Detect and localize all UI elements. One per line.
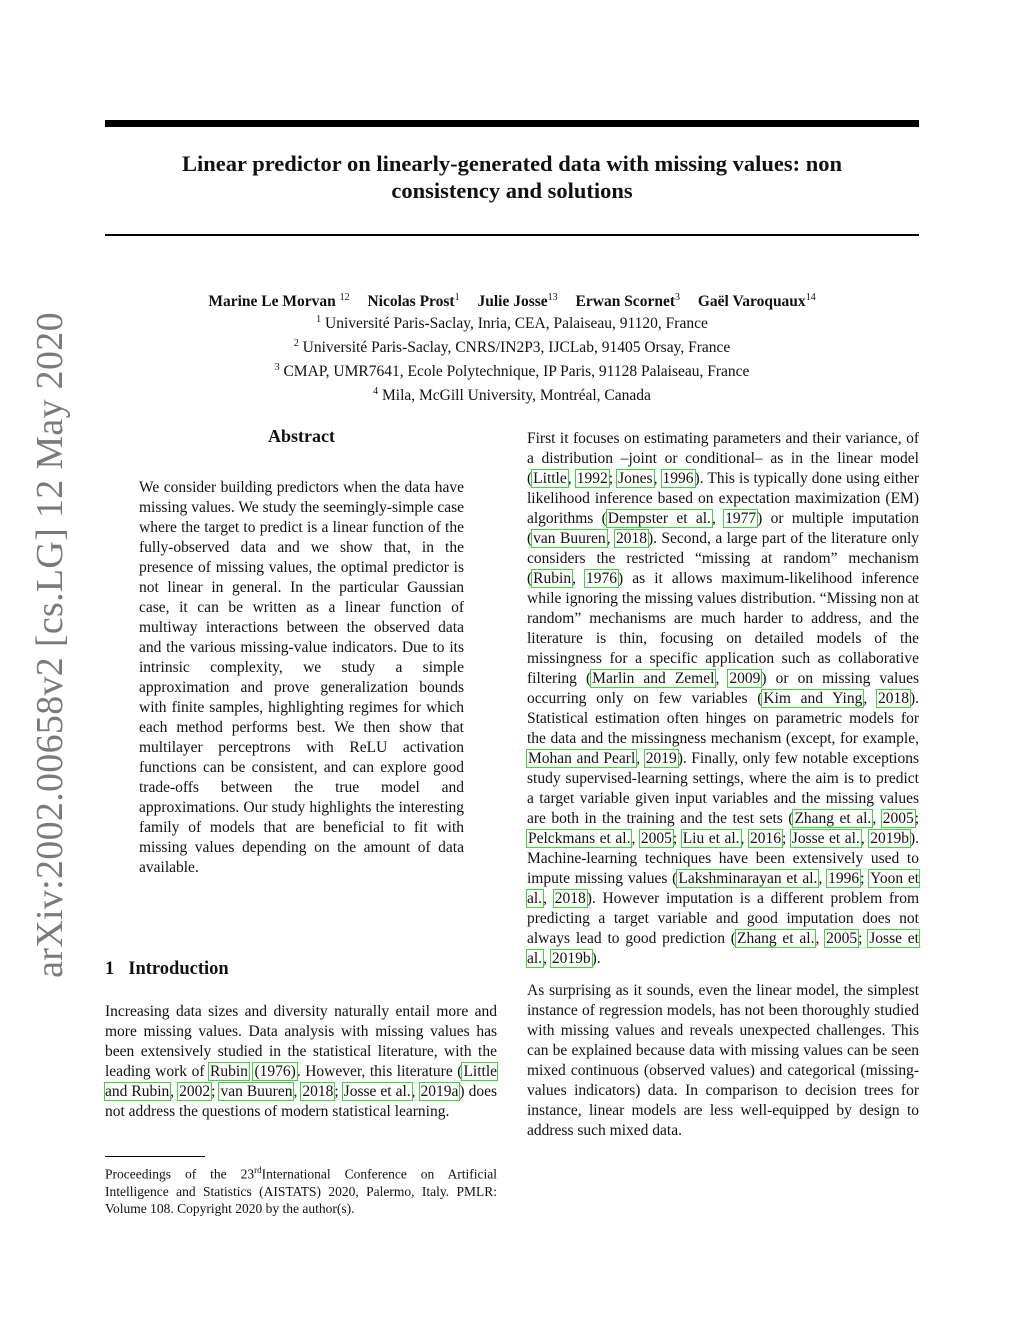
author: Julie Josse$^{13}$: [477, 292, 558, 311]
citation-link[interactable]: Rubin: [533, 570, 572, 587]
citation-link[interactable]: Dempster et al.: [607, 510, 711, 527]
citation-link[interactable]: 2018: [554, 890, 586, 907]
title-line-2: consistency and solutions: [391, 178, 633, 203]
citation-link[interactable]: Little and Rubin: [105, 1063, 498, 1100]
section-heading: [105, 959, 229, 980]
paper-title: [105, 150, 919, 204]
citation-link[interactable]: 2005: [640, 830, 672, 847]
citation-link[interactable]: Zhang et al.: [794, 810, 872, 827]
title-line-1: Linear predictor on linearly-generated data with missing values: non: [181, 151, 842, 176]
affiliation: $^2$ Université Paris-Saclay, CNRS/IN2P3, IJCLab, 91405 Orsay, France: [293, 338, 731, 357]
section-title: Introduction: [128, 959, 229, 979]
arxiv-identifier: arXiv:2002.00658v2 [cs.LG] 12 May 2020: [29, 312, 71, 978]
citation-link[interactable]: 1977: [725, 510, 757, 527]
citation-link[interactable]: Liu et al.: [682, 830, 740, 847]
affiliation: $^4$ Mila, McGill University, Montréal, Canada: [373, 386, 651, 405]
citation-link[interactable]: van Buuren: [220, 1083, 293, 1100]
citation-link[interactable]: 2009: [729, 670, 761, 687]
author: Gaël Varoquaux$^{14}$: [697, 292, 816, 311]
citation-link[interactable]: 2018: [877, 690, 909, 707]
right-paragraph-1: First it focuses on estimating parameters and their variance, of a distribution –joint or conditional– as in the linear model (Little, 1992; Jones, 1996). This is typically done using either likelihood inference based on expectation maximization (EM) algorithms (Dempster et al., 1977) or multiple imputation (van Buuren, 2018). Second, a large part of the literature only considers the restricted “missing at random” mechanism (Rubin, 1976) as it allows maximum-likelihood inference while ignoring the missing values distribution. “Missing non at random” mechanisms are much harder to address, and the literature is thin, focusing on detailed models of the missingness for a specific application such as collaborative filtering (Marlin and Zemel, 2009) or on missing values occurring only on few variables (Kim and Ying, 2018). Statistical estimation often hinges on parametric models for the data and the missingness mechanism (except, for example, Mohan and Pearl, 2019). Finally, only few notable exceptions study supervised-learning settings, where the aim is to predict a target variable given input variables and the missing values are both in the training and the test sets (Zhang et al., 2005; Pelckmans et al., 2005; Liu et al., 2016; Josse et al., 2019b). Machine-learning techniques have been extensively used to impute missing values (Lakshminarayan et al., 1996; Yoon et al., 2018). However imputation is a different problem from predicting a target variable and good imputation does not always lead to good prediction (Zhang et al., 2005; Josse et al., 2019b).: [527, 430, 920, 967]
citation-link[interactable]: Josse et al.: [343, 1083, 411, 1100]
citation-link[interactable]: Josse et al.: [791, 830, 860, 847]
affiliation-list: [105, 310, 919, 407]
citation-link[interactable]: 1976: [586, 570, 618, 587]
abstract-heading: Abstract: [268, 426, 335, 446]
citation-link[interactable]: 2002: [179, 1083, 211, 1100]
author: Nicolas Prost$^1$: [367, 292, 460, 311]
citation-link[interactable]: 2018: [302, 1083, 334, 1100]
citation-link[interactable]: 2018: [615, 530, 647, 547]
right-column: [527, 429, 919, 1141]
citation-link[interactable]: 2019b: [870, 830, 909, 847]
citation-link[interactable]: (1976): [254, 1063, 296, 1080]
citation-link[interactable]: Kim and Ying: [763, 690, 863, 707]
citation-link[interactable]: 1992: [576, 470, 608, 487]
citation-link[interactable]: 2005: [826, 930, 858, 947]
intro-paragraph: Increasing data sizes and diversity naturally entail more and more missing values. Data analysis with missing values has been extensively studied in the statistical literature, with the leading work of Rubin (1976). However, this literature (Little and Rubin, 2002; van Buuren, 2018; Josse et al., 2019a) does not address the questions of modern statistical learning.: [105, 1003, 498, 1120]
citation-link[interactable]: Rubin: [210, 1063, 248, 1080]
title-top-rule: [105, 120, 919, 127]
affiliation: $^1$ Université Paris-Saclay, Inria, CEA, Palaiseau, 91120, France: [316, 314, 708, 333]
citation-link[interactable]: van Buuren: [533, 530, 606, 547]
citation-link[interactable]: 2005: [882, 810, 914, 827]
affiliation: $^3$ CMAP, UMR7641, Ecole Polytechnique, IP Paris, 91128 Palaiseau, France: [274, 362, 750, 381]
author: Marine Le Morvan $^{12}$: [208, 292, 350, 311]
citation-link[interactable]: 2019: [645, 750, 677, 767]
citation-link[interactable]: Pelckmans et al.: [528, 830, 631, 847]
citation-link[interactable]: Jones: [618, 470, 653, 487]
right-paragraph-2: As surprising as it sounds, even the linear model, the simplest instance of regression models, has not been thoroughly studied with missing values and reveals unexpected challenges. This can be explained because data with missing values can be seen mixed continuous (observed values) and categorical (missing-values indicators) data. In comparison to decision trees for instance, linear models are less well-equipped by design to address such mixed data.: [527, 982, 919, 1139]
citation-link[interactable]: Lakshminarayan et al.: [678, 870, 818, 887]
citation-link[interactable]: 2019a: [420, 1083, 459, 1100]
footnote-rule: [105, 1156, 205, 1157]
citation-link[interactable]: 2016: [749, 830, 781, 847]
citation-link[interactable]: Little: [533, 470, 567, 487]
citation-link[interactable]: Zhang et al.: [736, 930, 815, 947]
citation-link[interactable]: Josse et al.: [527, 930, 919, 967]
section-number: 1: [105, 959, 115, 979]
abstract-text: We consider building predictors when the data have missing values. We study the seemingly-simple case where the target to predict is a linear function of the fully-observed data and we show that, in the presence of missing values, the optimal predictor is not linear in general. In the particular Gaussian case, it can be written as a linear function of multiway interactions between the observed data and the various missing-value indicators. Due to its intrinsic complexity, we study a simple approximation and prove generalization bounds with finite samples, highlighting regimes for which each method performs best. We then show that multilayer perceptrons with ReLU activation functions can be consistent, and can explore good trade-offs between the true model and approximations. Our study highlights the interesting family of models that are beneficial to fit with missing values depending on the amount of data available.: [139, 479, 464, 876]
citation-link[interactable]: 1996: [828, 870, 860, 887]
citation-link[interactable]: Yoon et al.: [527, 870, 920, 907]
title-bottom-rule: [105, 234, 919, 236]
citation-link[interactable]: 1996: [662, 470, 694, 487]
citation-link[interactable]: Mohan and Pearl: [528, 750, 636, 767]
footnote: Proceedings of the 23rdInternational Conference on Artificial Intelligence and Statistics (AISTATS) 2020, Palermo, Italy. PMLR: Volume 108. Copyright 2020 by the author(s).: [105, 1165, 497, 1216]
author-list: [105, 288, 919, 312]
citation-link[interactable]: 2019b: [551, 950, 591, 967]
citation-link[interactable]: Marlin and Zemel: [592, 670, 715, 687]
author: Erwan Scornet$^3$: [575, 292, 680, 311]
